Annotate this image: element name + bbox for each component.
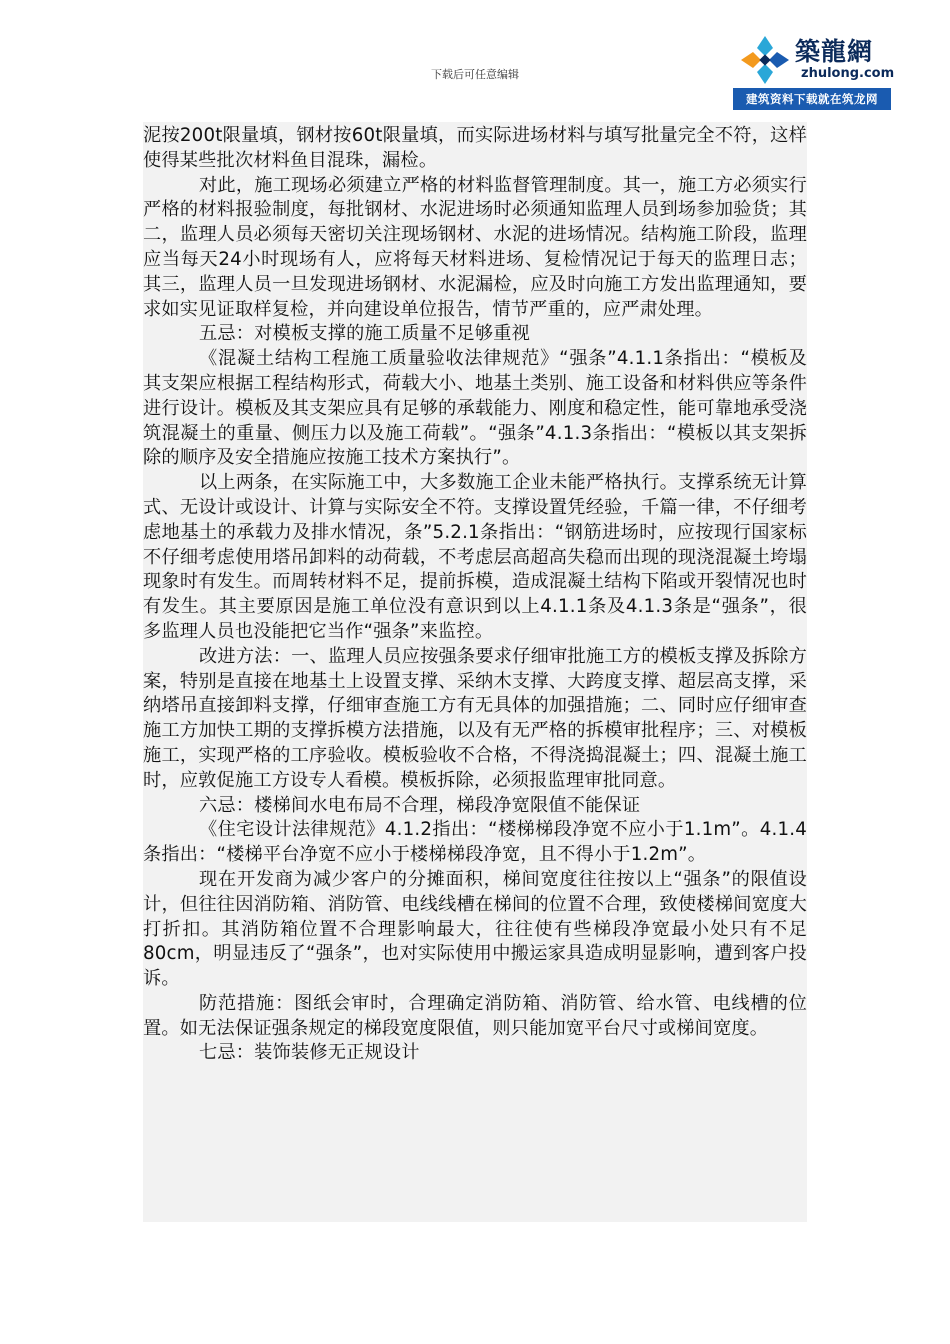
logo-domain: zhulong.com — [801, 66, 895, 81]
logo-top — [733, 28, 895, 88]
document-body — [143, 122, 807, 1222]
paragraph-5: 改进方法：一、监理人员应按强条要求仔细审批施工方的模板支撑及拆除方案，特别是直接在地基土上设置支撑、采纳木支撑、大跨度支撑、超层高支撑，采纳塔吊直接卸料支撑，仔细审查施工方有无具体的加强措施；二、同时应仔细审查施工方加快工期的支撑拆模方法措施，以及有无严格的拆模审批程序；三、对模板施工，实现严格的工序验收。模板验收不合格，不得浇捣混凝土；四、混凝土施工时，应敦促施工方设专人看模。模板拆除，必须报监理审批同意。 — [143, 645, 807, 791]
paragraph-6: 《住宅设计法律规范》4.1.2指出：“楼梯梯段净宽不应小于1.1m”。4.1.4条指出：“楼梯平台净宽不应小于楼梯梯段净宽，且不得小于1.2m”。 — [143, 819, 807, 866]
paragraph-7: 现在开发商为减少客户的分摊面积，梯间宽度往往按以上“强条”的限值设计，但往往因消防箱、消防管、电线线槽在梯间的位置不合理，致使楼梯间宽度大打折扣。其消防箱位置不合理影响最大，往往使有些梯段净宽最小处只有不足80cm，明显违反了“强条”，也对实际使用中搬运家具造成明显影响，遭到客户投诉。 — [143, 868, 807, 990]
logo-name: 築龍網 — [795, 37, 874, 66]
section-heading-5: 五忌：对模板支撑的施工质量不足够重视 — [199, 323, 530, 345]
logo-mark-icon — [737, 32, 793, 88]
logo-slogan: 建筑资料下载就在筑龙网 — [733, 88, 891, 110]
paragraph-4: 以上两条，在实际施工中，大多数施工企业未能严格执行。支撑系统无计算式、无设计或设计、计算与实际安全不符。支撑设置凭经验，千篇一律，不仔细考虑地基土的承载力及排水情况，条”5.2.1条指出：“钢筋进场时，应按现行国家标不仔细考虑使用塔吊卸料的动荷载，不考虑层高超高失稳而出现的现浇混凝土垮塌现象时有发生。而周转材料不足，提前拆模，造成混凝土结构下陷或开裂情况也时有发生。其主要原因是施工单位没有意识到以上4.1.1条及4.1.3条是“强条”，很多监理人员也没能把它当作“强条”来监控。 — [143, 472, 807, 642]
zhulong-logo — [733, 28, 895, 110]
paragraph-8: 防范措施：图纸会审时，合理确定消防箱、消防管、给水管、电线槽的位置。如无法保证强条规定的梯段宽度限值，则只能加宽平台尺寸或梯间宽度。 — [143, 992, 807, 1039]
header-note: 下载后可任意编辑 — [431, 68, 519, 81]
paragraph-2: 对此，施工现场必须建立严格的材料监督管理制度。其一，施工方必须实行严格的材料报验制度，每批钢材、水泥进场时必须通知监理人员到场参加验货；其二，监理人员必须每天密切关注现场钢材、水泥的进场情况。结构施工阶段，监理应当每天24小时现场有人，应将每天材料进场、复检情况记于每天的监理日志；其三，监理人员一旦发现进场钢材、水泥漏检，应及时向施工方发出监理通知，要求如实见证取样复检，并向建设单位报告，情节严重的，应严肃处理。 — [143, 174, 807, 320]
paragraph-1: 泥按200t限量填，钢材按60t限量填，而实际进场材料与填写批量完全不符，这样使得某些批次材料鱼目混珠，漏检。 — [143, 125, 807, 171]
paragraph-3: 《混凝土结构工程施工质量验收法律规范》“强条”4.1.1条指出：“模板及其支架应根据工程结构形式，荷载大小、地基土类别、施工设备和材料供应等条件进行设计。模板及其支架应具有足够的承载能力、刚度和稳定性，能可靠地承受浇筑混凝土的重量、侧压力以及施工荷载”。“强条”4.1.3条指出：“模板以其支架拆除的顺序及安全措施应按施工技术方案执行”。 — [143, 348, 807, 469]
section-heading-6: 六忌：楼梯间水电布局不合理，梯段净宽限值不能保证 — [199, 794, 641, 816]
section-heading-7: 七忌：装饰装修无正规设计 — [199, 1042, 420, 1064]
